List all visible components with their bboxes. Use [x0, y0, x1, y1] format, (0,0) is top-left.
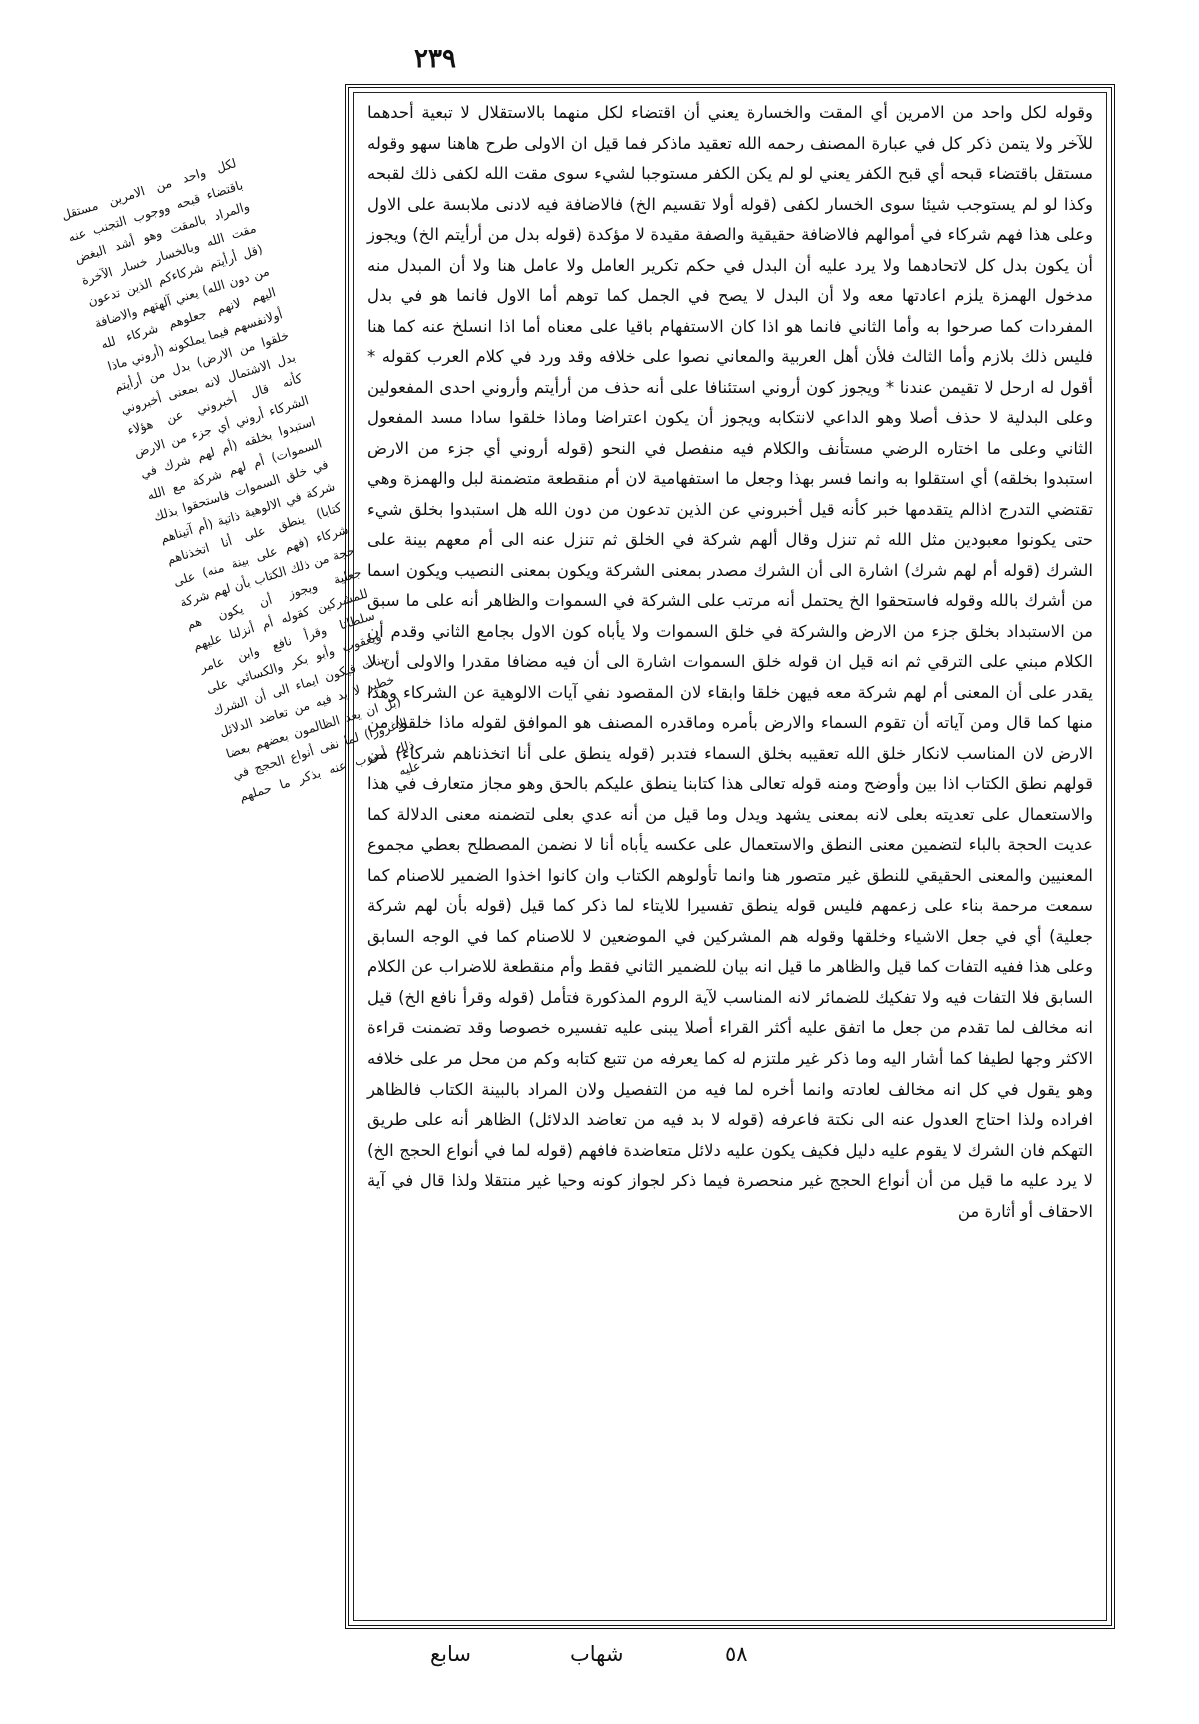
main-text-frame	[345, 84, 1115, 1629]
marginal-gloss-text: لكل واحد من الامرين مستقل باقتضاء قبحه ووجوب التجنب عنه والمراد بالمقت وهو أشد البغض مقت الله وبالخسار خسار الآخرة (قل أرأيتم شركاءكم الذين تدعون من دون الله) يعني آلهتهم والاضافة اليهم لانهم جعلوهم شركاء لله أولانفسهم فيما يملكونه (أروني ماذا خلقوا من الارض) بدل من أرأيتم بدل الاشتمال لانه بمعنى أخبروني كأنه قال أخبروني عن هؤلاء الشركاء أروني أي جزء من الارض استبدوا بخلقه (أم لهم شرك في السموات) أم لهم شركة مع الله في خلق السموات فاستحقوا بذلك شركة في الالوهية ذاتية (أم آتيناهم كتابا) ينطق على أنا اتخذناهم شركاء (فهم على بينة منه) على حجة من ذلك الكتاب بأن لهم شركة جعلية ويجوز أن يكون هم للمشركين كقوله أم أنزلنا عليهم سلطانا وقرأ نافع وابن عامر ويعقوب وأبو بكر والكسائي على بينات فيكون ايماء الى أن الشرك خطير لا بد فيه من تعاضد الدلائل (بل ان يعد الظالمون بعضهم بعضا الاغرورا) لما نفى أنواع الحجج في ذلك أضرب عنه بذكر ما حملهم عليه	[59, 155, 423, 804]
signature-number: ٥٨	[725, 1642, 748, 1666]
footer-volume: سابع	[430, 1642, 472, 1666]
main-commentary-text: وقوله لكل واحد من الامرين أي المقت والخسارة يعني أن اقتضاء لكل منهما بالاستقلال لا تبعية أحدهما للآخر ولا يتمن ذكر كل في عبارة المصنف رحمه الله تعقيد ماذكر فما قيل ان الاولى طرح هاهنا سهو وقوله مستقل باقتضاء قبحه أي قبح الكفر يعني لو لم يكن الكفر مستوجبا لشيء سوى مقت الله لكفى ذلك لقبحه وكذا لو لم يستوجب شيئا سوى الخسار لكفى (قوله أولا تقسيم الخ) فالاضافة فيه لادنى ملابسة على الاول وعلى هذا فهم شركاء في أموالهم فالاضافة حقيقية والصفة مقيدة لا مؤكدة (قوله بدل من أرأيتم الخ) ويجوز أن يكون بدل كل لاتحادهما ولا يرد عليه أن البدل في حكم تكرير العامل ولا عامل هنا ولا أن المبدل منه مدخول الهمزة يلزم اعادتها معه ولا أن البدل لا يصح في الجمل كما توهم أما الاول فانما هو في بدل المفردات كما صرحوا به وأما الثاني فانما هو اذا كان الاستفهام باقيا على معناه أما اذا انسلخ عنه كما هنا فليس ذلك بلازم وأما الثالث فلأن أهل العربية والمعاني نصوا على خلافه وقد ورد في كلام العرب كقوله * أقول له ارحل لا تقيمن عندنا * ويجوز كون أروني استئنافا على أنه حذف من أرأيتم وأروني احدى المفعولين وعلى البدلية لا حذف أصلا وهو الداعي لانتكابه ويجوز أن يكون اعتراضا وماذا خلقوا سادا مسد المفعول الثاني وعلى ما اختاره الرضي مستأنف والكلام فيه منفصل في النحو (قوله أروني أي جزء من الارض استبدوا بخلقه) أي استقلوا به وانما فسر بهذا وجعل ما استفهامية لان أم منقطعة متضمنة لبل والهمزة وهي تقتضي التدرج اذالم يتقدمها خبر كأنه قيل أخبروني عن الذين تدعون من دون الله هل استبدوا بخلق شيء حتى يكونوا معبودين مثل الله ثم تنزل وقال ألهم شركة في الخلق ثم تنزل عنه الى أم معهم بينة على الشرك (قوله أم لهم شرك) اشارة الى أن الشرك مصدر بمعنى الشركة ويكون بمعنى النصيب ويكون اسما من أشرك بالله وقوله فاستحقوا الخ يحتمل أنه مرتب على الشركة في السموات والظاهر أنه على ما سبق من الاستبداد بخلق جزء من الارض والشركة في خلق السموات ولا يأباه كون الاول بجامع الثاني وقدم أن الكلام مبني على الترقي ثم انه قيل ان قوله خلق السموات اشارة الى أن فيه مضافا مقدرا والاولى أن لا يقدر على أن المعنى أم لهم شركة معه فيهن خلقا وابقاء لان المقصود نفي آيات الالوهية عن الشركاء وهذا منها كما قال ومن آياته أن تقوم السماء والارض بأمره وماقدره المصنف هو الموافق لقوله ماذا خلقوا من الارض لان المناسب لانكار خلق الله تعقيبه بخلق السماء فتدبر (قوله ينطق على أنا اتخذناهم شركاء) من قولهم نطق الكتاب اذا بين وأوضح ومنه قوله تعالى هذا كتابنا ينطق عليكم بالحق وهو مجاز متعارف في هذا والاستعمال على تعديته بعلى لانه بمعنى يشهد ويدل وما قيل من أنه عدي بعلى لتضمنه معنى الدلالة كما عديت الحجة بالباء لتضمين معنى النطق والاستعمال على عكسه يأباه أنا لا نضمن المصطلح بعطي مجموع المعنيين والمعنى الحقيقي للنطق غير متصور هنا وانما تأولوهم الكتاب وان كانوا اخذوا الضمير للاصنام كما سمعت مرحمة بناء على زعمهم فليس قوله ينطق تفسيرا للايتاء لما ذكر كما قيل (قوله بأن لهم شركة جعلية) أي في جعل الاشياء وخلقها وقوله هم المشركين في الموضعين لا للاصنام كما في الوجه السابق وعلى هذا ففيه التفات كما قيل والظاهر ما قيل انه بيان للضمير الثاني فقط وأم منقطعة للاضراب عن الكلام السابق فلا التفات فيه ولا تفكيك للضمائر لانه المناسب لآية الروم المذكورة فتأمل (قوله وقرأ نافع الخ) قيل انه مخالف لما تقدم من جعل ما اتفق عليه أكثر القراء أصلا يبنى عليه تفسيره خصوصا وقد تضمنت قراءة الاكثر وجها لطيفا كما أشار اليه وما ذكر غير ملتزم له كما يعرفه من تتبع كتابه وكم من محل مر على خلافه وهو يقول في كل انه مخالف لعادته وانما أخره لما فيه من التفصيل ولان المراد بالبينة الكتاب فالظاهر افراده ولذا احتاج العدول عنه الى نكتة فاعرفه (قوله لا بد فيه من تعاضد الدلائل) الظاهر أنه على طريق التهكم فان الشرك لا يقوم عليه دليل فكيف يكون عليه دلائل متعاضدة فافهم (قوله لما في أنواع الحجج الخ) لا يرد عليه ما قيل من أن أنواع الحجج غير منحصرة فيما ذكر لجواز كونه وحيا غير منتقلا ولذا قال في آية الاحقاف أو أثارة من	[367, 103, 1093, 1221]
page-number: ٢٣٩	[414, 44, 456, 74]
footer-title: شهاب	[570, 1642, 624, 1666]
page-footer	[430, 1642, 850, 1682]
